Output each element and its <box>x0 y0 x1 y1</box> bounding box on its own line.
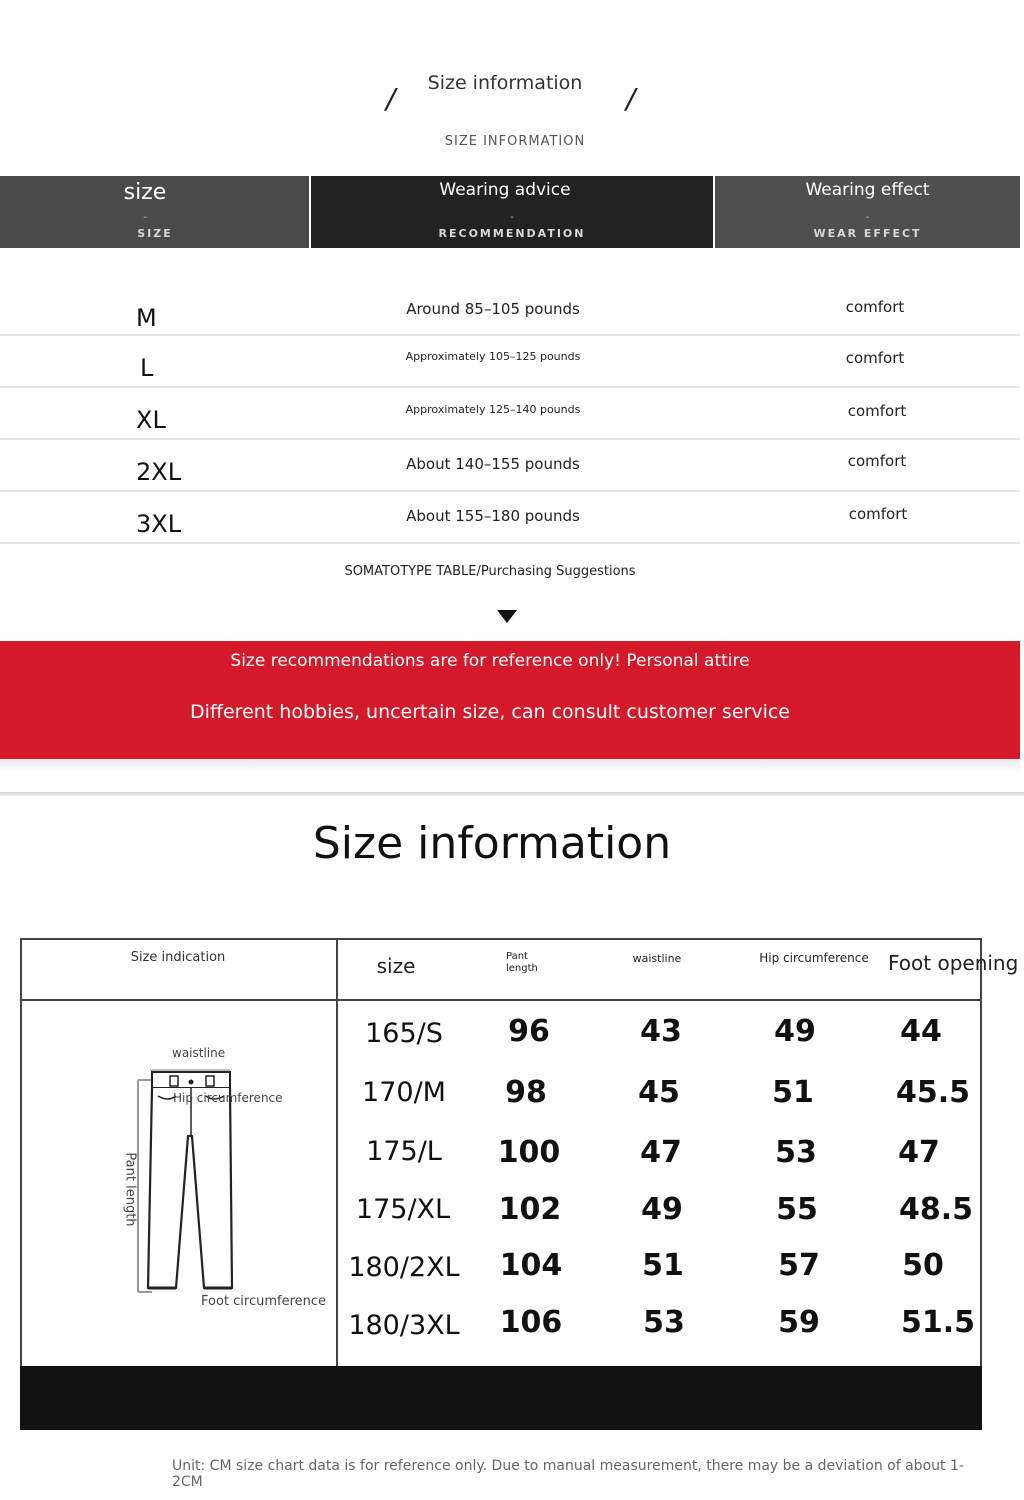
header-advice-dash: - <box>510 212 514 223</box>
rec-size: M <box>136 304 157 332</box>
header-size-sub: SIZE <box>137 227 173 240</box>
recommendation-row <box>0 438 1020 492</box>
rec-effect: comfort <box>847 402 907 420</box>
rec-advice: About 140–155 pounds <box>406 455 580 473</box>
table-cell-size: 180/2XL <box>348 1252 460 1283</box>
rec-advice: Approximately 105–125 pounds <box>405 350 581 363</box>
header-effect-label: Wearing effect <box>805 180 930 200</box>
pant-length-line-2: length <box>506 963 538 974</box>
table-cell-foot: 50 <box>902 1248 944 1283</box>
table-cell-hip: 53 <box>775 1135 817 1170</box>
table-cell-pant-length: 100 <box>497 1135 561 1170</box>
diagram-label-waistline: waistline <box>172 1046 226 1060</box>
rec-advice: Around 85–105 pounds <box>406 300 580 318</box>
table-divider-vertical <box>336 938 338 1366</box>
table-cell-foot: 51.5 <box>900 1305 976 1340</box>
table-cell-hip: 55 <box>776 1192 818 1227</box>
recommendation-row <box>0 386 1020 440</box>
header-effect-sub: WEAR EFFECT <box>813 227 922 240</box>
table-cell-pant-length: 96 <box>508 1014 550 1049</box>
table-cell-size: 170/M <box>362 1077 446 1108</box>
column-header-size: size <box>376 954 416 978</box>
table-cell-hip: 49 <box>774 1014 816 1049</box>
footnote: Unit: CM size chart data is for reference only. Due to manual measurement, there may be a deviation of about 1-2CM <box>172 1458 964 1490</box>
table-cell-waistline: 53 <box>643 1305 685 1340</box>
table-cell-waistline: 47 <box>640 1135 682 1170</box>
banner-shadow <box>0 759 1020 771</box>
diagram-label-pant-length: Pant length <box>122 1152 138 1227</box>
decorative-slash-right: / <box>626 82 636 115</box>
table-cell-pant-length: 104 <box>499 1248 563 1283</box>
header-size-label: size <box>123 180 167 205</box>
rec-size: 2XL <box>136 458 182 486</box>
diagram-label-foot: Foot circumference <box>201 1294 327 1309</box>
table-divider-horizontal <box>20 999 982 1001</box>
somatotype-caption: SOMATOTYPE TABLE/Purchasing Suggestions <box>344 564 636 579</box>
rec-size: XL <box>136 406 166 434</box>
header-effect <box>715 176 1020 248</box>
header-effect-dash: - <box>865 212 870 223</box>
rec-effect: comfort <box>845 349 905 367</box>
column-header-hip: Hip circumference <box>759 951 869 965</box>
header-advice <box>311 176 713 248</box>
header-size-dash: - <box>143 212 147 223</box>
table-footer-bar <box>20 1366 982 1430</box>
table-cell-pant-length: 102 <box>498 1192 562 1227</box>
table-cell-hip: 59 <box>778 1305 820 1340</box>
table-cell-pant-length: 106 <box>499 1305 563 1340</box>
column-header-pant-length <box>506 951 538 975</box>
rec-effect: comfort <box>848 505 908 523</box>
header-advice-label: Wearing advice <box>439 180 571 200</box>
notice-banner <box>0 641 1020 759</box>
table-cell-foot: 47 <box>898 1135 940 1170</box>
recommendation-row <box>0 282 1020 336</box>
table-cell-waistline: 51 <box>642 1248 684 1283</box>
table-cell-pant-length: 98 <box>505 1075 547 1110</box>
table-cell-size: 175/L <box>366 1136 442 1167</box>
table-cell-foot: 48.5 <box>898 1192 974 1227</box>
decorative-slash-left: / <box>386 82 396 115</box>
table-cell-foot: 44 <box>900 1014 942 1049</box>
down-arrow-icon <box>497 610 517 623</box>
table-cell-waistline: 43 <box>640 1014 682 1049</box>
rec-advice: Approximately 125–140 pounds <box>405 403 581 416</box>
pant-length-line-1: Pant <box>506 951 528 962</box>
rec-size: L <box>140 354 154 382</box>
size-indication-header: Size indication <box>130 950 226 965</box>
table-cell-foot: 45.5 <box>895 1075 971 1110</box>
table-cell-size: 175/XL <box>355 1194 451 1225</box>
table-cell-hip: 51 <box>772 1075 814 1110</box>
header-size <box>0 176 309 248</box>
table-cell-size: 165/S <box>365 1018 443 1049</box>
table-cell-waistline: 49 <box>641 1192 683 1227</box>
header-advice-sub: RECOMMENDATION <box>438 227 586 240</box>
rec-size: 3XL <box>136 510 182 538</box>
recommendation-row <box>0 490 1020 544</box>
rec-advice: About 155–180 pounds <box>406 507 580 525</box>
rec-effect: comfort <box>847 452 907 470</box>
section-title: Size information <box>427 72 583 94</box>
notice-line-1: Size recommendations are for reference only! Personal attire <box>230 651 750 671</box>
recommendation-row <box>0 334 1020 388</box>
column-header-foot-opening: Foot opening <box>888 951 1019 975</box>
rec-effect: comfort <box>845 298 905 316</box>
table-cell-waistline: 45 <box>638 1075 680 1110</box>
table-cell-hip: 57 <box>778 1248 820 1283</box>
table-cell-size: 180/3XL <box>348 1310 460 1341</box>
section-subtitle: SIZE INFORMATION <box>444 134 586 149</box>
notice-line-2: Different hobbies, uncertain size, can consult customer service <box>189 701 790 723</box>
column-header-waistline: waistline <box>632 952 682 965</box>
size-table-title: Size information <box>312 818 672 869</box>
section-divider <box>0 792 1024 796</box>
diagram-label-hip: Hip circumference <box>173 1091 283 1105</box>
